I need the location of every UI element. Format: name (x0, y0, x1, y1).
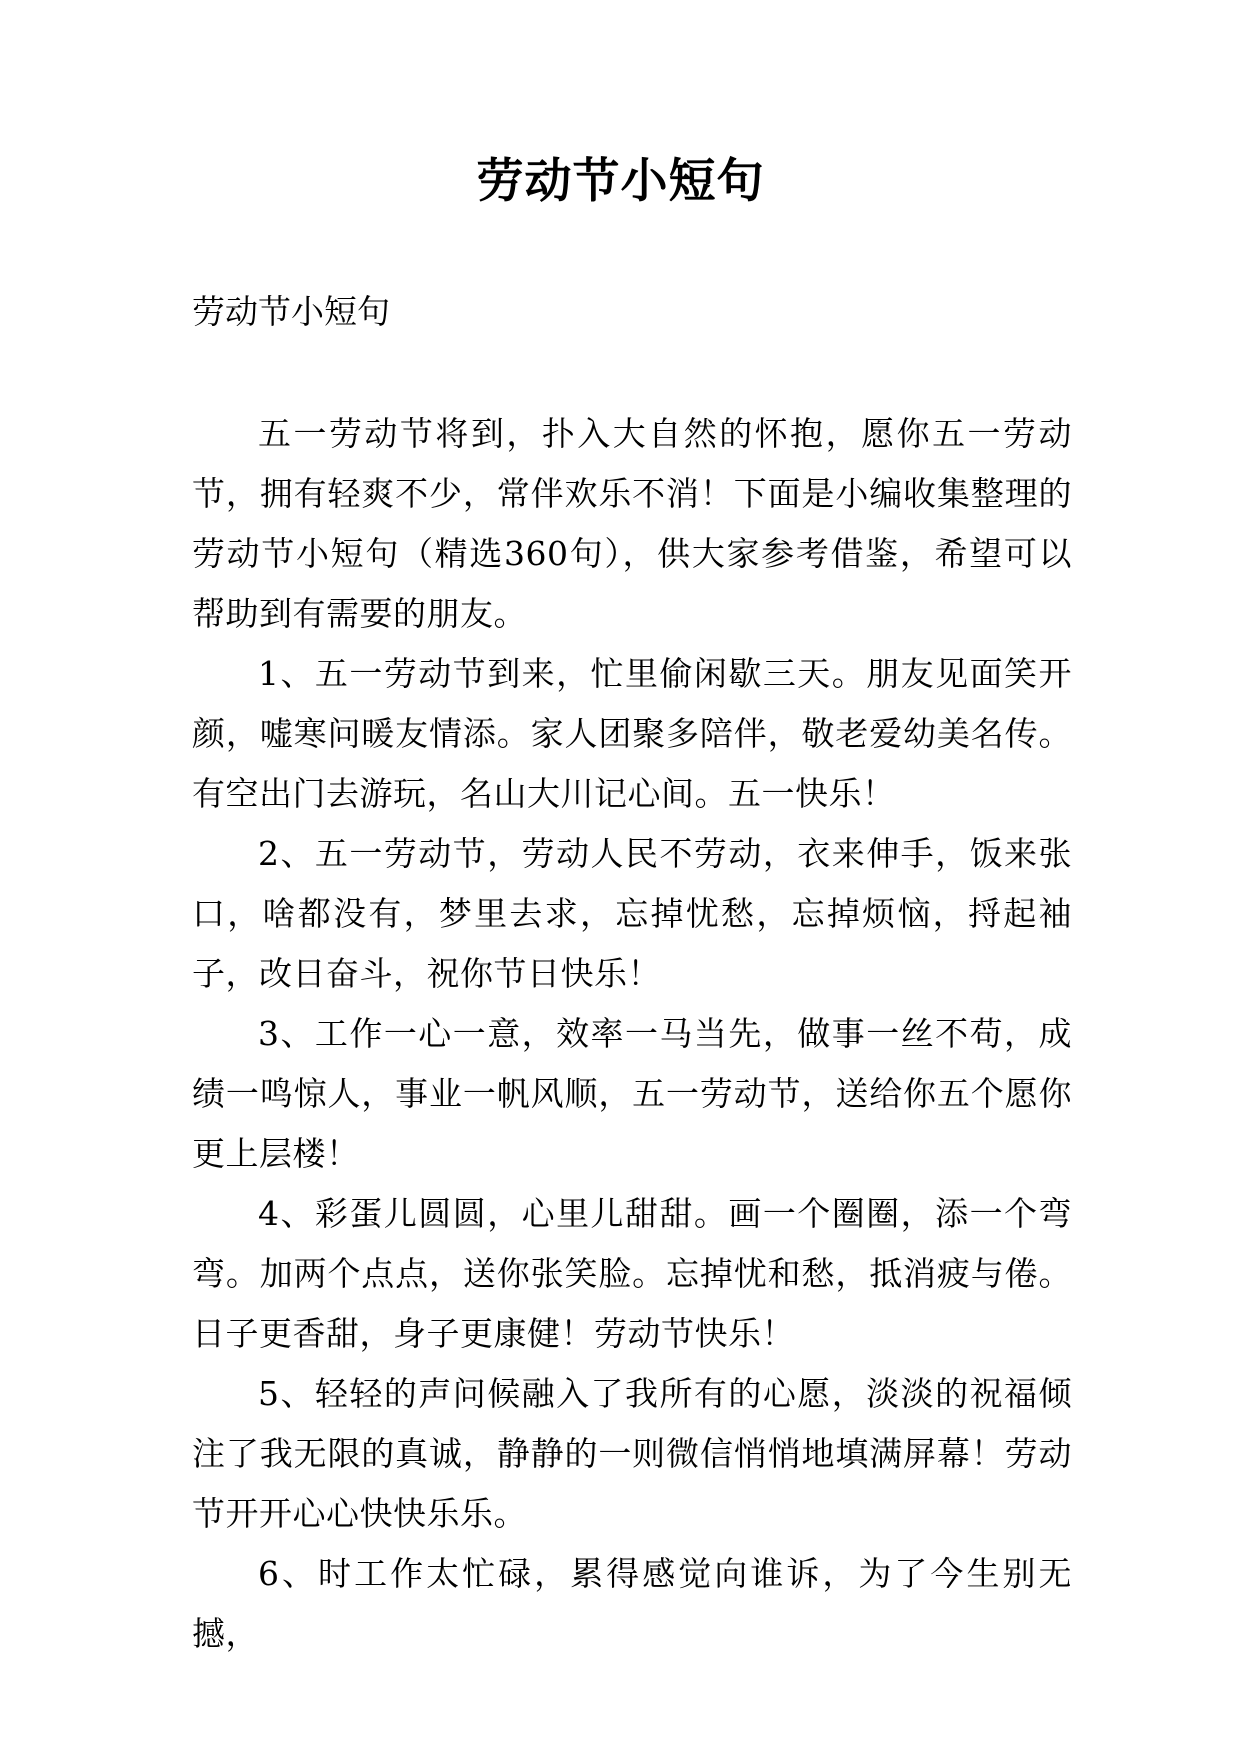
list-item-2: 2、五一劳动节，劳动人民不劳动，衣来伸手，饭来张口，啥都没有，梦里去求，忘掉忧愁，忘掉烦恼，捋起袖子，改日奋斗，祝你节日快乐！ (192, 834, 1072, 993)
list-item-1: 1、五一劳动节到来，忙里偷闲歇三天。朋友见面笑开颜，嘘寒问暖友情添。家人团聚多陪伴，敬老爱幼美名传。有空出门去游玩，名山大川记心间。五一快乐！ (192, 654, 1072, 813)
intro-paragraph: 五一劳动节将到，扑入大自然的怀抱，愿你五一劳动节，拥有轻爽不少，常伴欢乐不消！下面是小编收集整理的劳动节小短句（精选360句），供大家参考借鉴，希望可以帮助到有需要的朋友。 (192, 414, 1072, 633)
list-item-4: 4、彩蛋儿圆圆，心里儿甜甜。画一个圈圈，添一个弯弯。加两个点点，送你张笑脸。忘掉忧和愁，抵消疲与倦。日子更香甜，身子更康健！劳动节快乐！ (192, 1194, 1072, 1353)
document-title: 劳动节小短句 (476, 154, 765, 209)
list-item-6: 6、时工作太忙碌，累得感觉向谁诉，为了今生别无撼， (192, 1554, 1072, 1653)
list-item-5: 5、轻轻的声问候融入了我所有的心愿，淡淡的祝福倾注了我无限的真诚，静静的一则微信悄悄地填满屏幕！劳动节开开心心快快乐乐。 (192, 1374, 1072, 1533)
document-body (192, 404, 1072, 1664)
list-item-3: 3、工作一心一意，效率一马当先，做事一丝不苟，成绩一鸣惊人，事业一帆风顺，五一劳动节，送给你五个愿你更上层楼！ (192, 1014, 1072, 1173)
document-subtitle: 劳动节小短句 (192, 292, 390, 331)
